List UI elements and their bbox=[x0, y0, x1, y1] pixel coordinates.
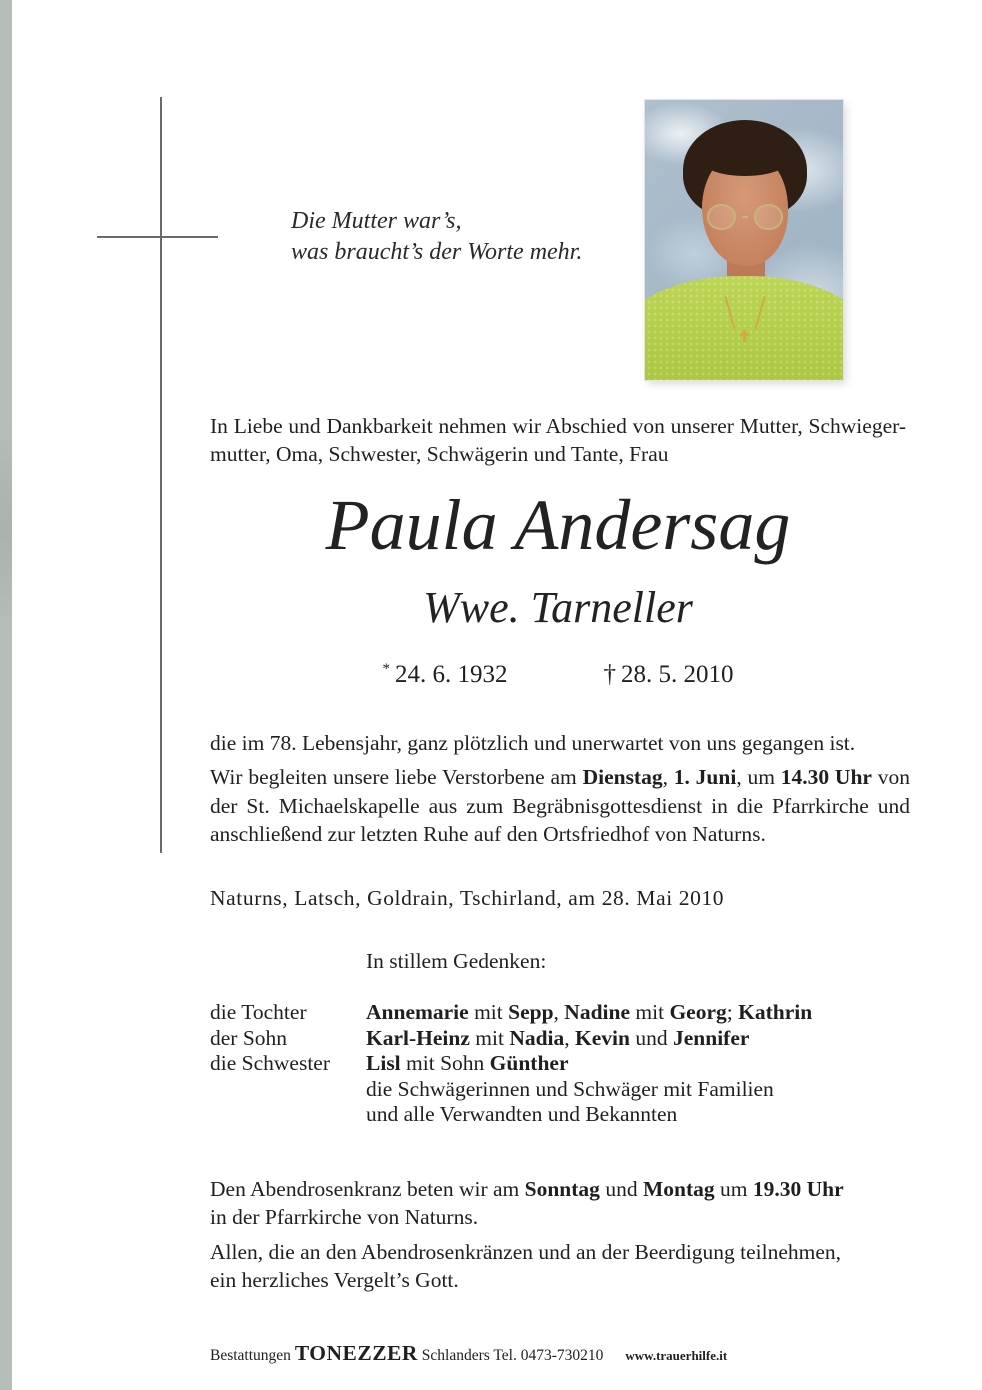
intro-line-2: mutter, Oma, Schwester, Schwägerin und Tante, Frau bbox=[210, 442, 669, 466]
family-value: Annemarie mit Sepp, Nadine mit Georg; Kathrin bbox=[366, 1000, 813, 1024]
family-value: und alle Verwandten und Bekannten bbox=[366, 1102, 678, 1126]
memorial-quote bbox=[291, 206, 582, 268]
family-row-son bbox=[210, 1026, 930, 1052]
quote-line-1: Die Mutter war’s, bbox=[291, 208, 462, 234]
family-label bbox=[210, 1102, 366, 1128]
thanks-line-2: ein herzliches Vergelt’s Gott. bbox=[210, 1268, 459, 1292]
passing-paragraph: die im 78. Lebensjahr, ganz plötzlich und unerwartet von uns gegangen ist. bbox=[210, 731, 856, 755]
family-label: die Schwester bbox=[210, 1051, 331, 1075]
cross-icon bbox=[160, 97, 162, 853]
family-label: die Tochter bbox=[210, 1000, 307, 1024]
glasses-right-lens bbox=[754, 204, 783, 230]
necklace-cross-icon bbox=[743, 330, 746, 342]
footer-contact: Schlanders Tel. 0473-730210 bbox=[417, 1347, 604, 1364]
family-value: die Schwägerinnen und Schwäger mit Familien bbox=[366, 1076, 774, 1101]
footer-website-link[interactable]: www.trauerhilfe.it bbox=[625, 1348, 728, 1363]
places-date-line: Naturns, Latsch, Goldrain, Tschirland, am 28. Mai 2010 bbox=[210, 886, 725, 910]
family-list bbox=[210, 1000, 930, 1128]
funeral-home-brand: TONEZZER bbox=[294, 1341, 418, 1365]
glasses-bridge bbox=[742, 216, 747, 218]
birth-star-symbol: * bbox=[382, 661, 390, 677]
intro-line-1: In Liebe und Dankbarkeit nehmen wir Abschied von unserer Mutter, Schwieger- bbox=[210, 414, 906, 438]
death-dagger-symbol: † bbox=[603, 661, 616, 688]
rosary-line-2: in der Pfarrkirche von Naturns. bbox=[210, 1205, 479, 1229]
family-value: Karl-Heinz mit Nadia, Kevin und Jennifer bbox=[366, 1025, 750, 1050]
funeral-home-footer bbox=[210, 1341, 910, 1366]
portrait-green-sweater bbox=[645, 276, 843, 380]
scan-edge-strip bbox=[0, 0, 12, 1390]
birth-date bbox=[383, 661, 508, 689]
family-row-sister bbox=[210, 1051, 930, 1077]
family-row-daughter bbox=[210, 1000, 930, 1026]
family-row-relatives bbox=[210, 1102, 930, 1128]
family-row-in-laws bbox=[210, 1077, 930, 1103]
portrait-photo bbox=[645, 100, 843, 380]
family-label bbox=[210, 1077, 366, 1103]
thanks-line-1: Allen, die an den Abendrosenkränzen und an der Beerdigung teilnehmen, bbox=[210, 1240, 842, 1264]
glasses-left-lens bbox=[707, 204, 736, 230]
family-value: Lisl mit Sohn Günther bbox=[366, 1051, 569, 1075]
life-dates bbox=[210, 661, 906, 689]
memorial-heading: In stillem Gedenken: bbox=[366, 949, 547, 973]
thanks-paragraph bbox=[210, 1238, 910, 1294]
rosary-paragraph bbox=[210, 1175, 910, 1231]
death-date bbox=[604, 661, 734, 689]
birth-date-value: 24. 6. 1932 bbox=[395, 661, 508, 688]
glasses-icon bbox=[707, 204, 783, 230]
death-date-value: 28. 5. 2010 bbox=[621, 661, 734, 688]
cross-icon-horizontal-bar bbox=[97, 236, 218, 238]
quote-line-2: was braucht’s der Worte mehr. bbox=[291, 239, 583, 265]
family-label: der Sohn bbox=[210, 1025, 288, 1050]
deceased-widow-name: Wwe. Tarneller bbox=[423, 583, 693, 632]
rosary-line-1: Den Abendrosenkranz beten wir am Sonntag und Montag um 19.30 Uhr bbox=[210, 1177, 844, 1201]
funeral-paragraph: Wir begleiten unsere liebe Verstorbene am Dienstag, 1. Juni, um 14.30 Uhr von der St. Michaelskapelle aus zum Begräbnisgottesdienst in die Pfarrkirche und anschließend zur letzten Ruhe auf den Ortsfriedhof von Naturns. bbox=[210, 765, 911, 846]
footer-prefix: Bestattungen bbox=[210, 1347, 295, 1364]
deceased-name: Paula Andersag bbox=[325, 485, 791, 565]
portrait-hair-fringe bbox=[700, 142, 790, 176]
intro-paragraph bbox=[210, 412, 906, 468]
